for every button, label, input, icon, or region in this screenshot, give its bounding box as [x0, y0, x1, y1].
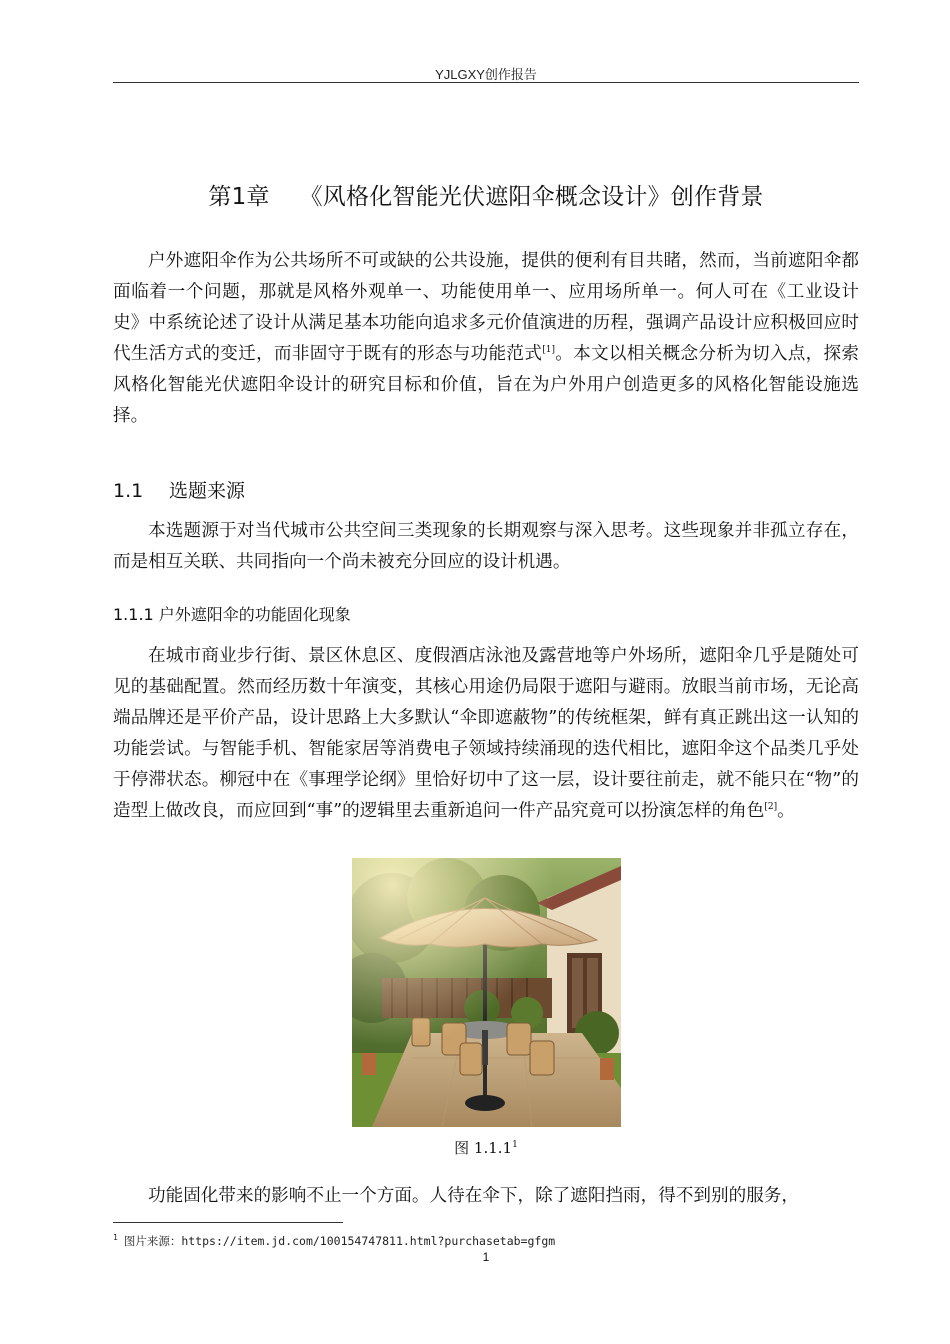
running-header: YJLGXY创作报告: [435, 67, 537, 82]
section-number: 1.1: [113, 480, 144, 502]
page-number: 1: [482, 1250, 490, 1264]
header-rule: [113, 82, 859, 83]
figure-caption: [113, 1137, 859, 1158]
section-title: 选题来源: [169, 480, 246, 502]
figure-footnote-mark[interactable]: 1: [512, 1140, 518, 1150]
intro-text-after: 。本文以相关概念分析为切入点，探索风格化智能光伏遮阳伞设计的研究目标和价值，旨在为户外用户创造更多的风格化智能设施选择。: [113, 344, 859, 426]
patio-umbrella-photo: [352, 858, 621, 1127]
footnote: [113, 1233, 555, 1249]
citation-1[interactable]: [1]: [542, 345, 555, 356]
continuation-text: 功能固化带来的影响不止一个方面。人待在伞下，除了遮阳挡雨，得不到别的服务，: [148, 1186, 799, 1206]
section-1-1-1-paragraph: [113, 641, 859, 827]
intro-paragraph: [113, 246, 859, 432]
section-heading-1-1: [113, 476, 245, 503]
section-1-1-1-text-after: 。: [777, 801, 795, 821]
intro-text: 户外遮阳伞作为公共场所不可或缺的公共设施，提供的便利有目共睹，然而，当前遮阳伞都面临着一个问题，那就是风格外观单一、功能使用单一、应用场所单一。何人可在《工业设计史》中系统论述了设计从满足基本功能向追求多元价值演进的历程，强调产品设计应积极回应时代生活方式的变迁，而非固守于既有的形态与功能范式: [113, 251, 859, 364]
footnote-text: 图片来源：https://item.jd.com/100154747811.html?purchasetab=gfgm: [123, 1234, 556, 1248]
section-heading-1-1-1: 1.1.1 户外遮阳伞的功能固化现象: [113, 605, 351, 624]
figure-caption-text: 图 1.1.1: [454, 1139, 513, 1157]
chapter-number: 第1章: [208, 184, 270, 210]
section-1-1-text: 本选题源于对当代城市公共空间三类现象的长期观察与深入思考。这些现象并非孤立存在，而是相互关联、共同指向一个尚未被充分回应的设计机遇。: [113, 521, 859, 572]
section-1-1-1-text: 在城市商业步行街、景区休息区、度假酒店泳池及露营地等户外场所，遮阳伞几乎是随处可见的基础配置。然而经历数十年演变，其核心用途仍局限于遮阳与避雨。放眼当前市场，无论高端品牌还是平价产品，设计思路上大多默认“伞即遮蔽物”的传统框架，鲜有真正跳出这一认知的功能尝试。与智能手机、智能家居等消费电子领域持续涌现的迭代相比，遮阳伞这个品类几乎处于停滞状态。柳冠中在《事理学论纲》里恰好切中了这一层，设计要往前走，就不能只在“物”的造型上做改良，而应回到“事”的逻辑里去重新追问一件产品究竟可以扮演怎样的角色: [113, 646, 859, 821]
chapter-title: [113, 178, 859, 211]
footnote-rule: [113, 1222, 343, 1223]
chapter-title-text: 《风格化智能光伏遮阳伞概念设计》创作背景: [299, 184, 764, 210]
continuation-paragraph: [113, 1181, 859, 1212]
citation-2[interactable]: [2]: [764, 802, 778, 813]
section-1-1-paragraph: [113, 516, 859, 578]
footnote-mark: 1: [113, 1233, 118, 1243]
